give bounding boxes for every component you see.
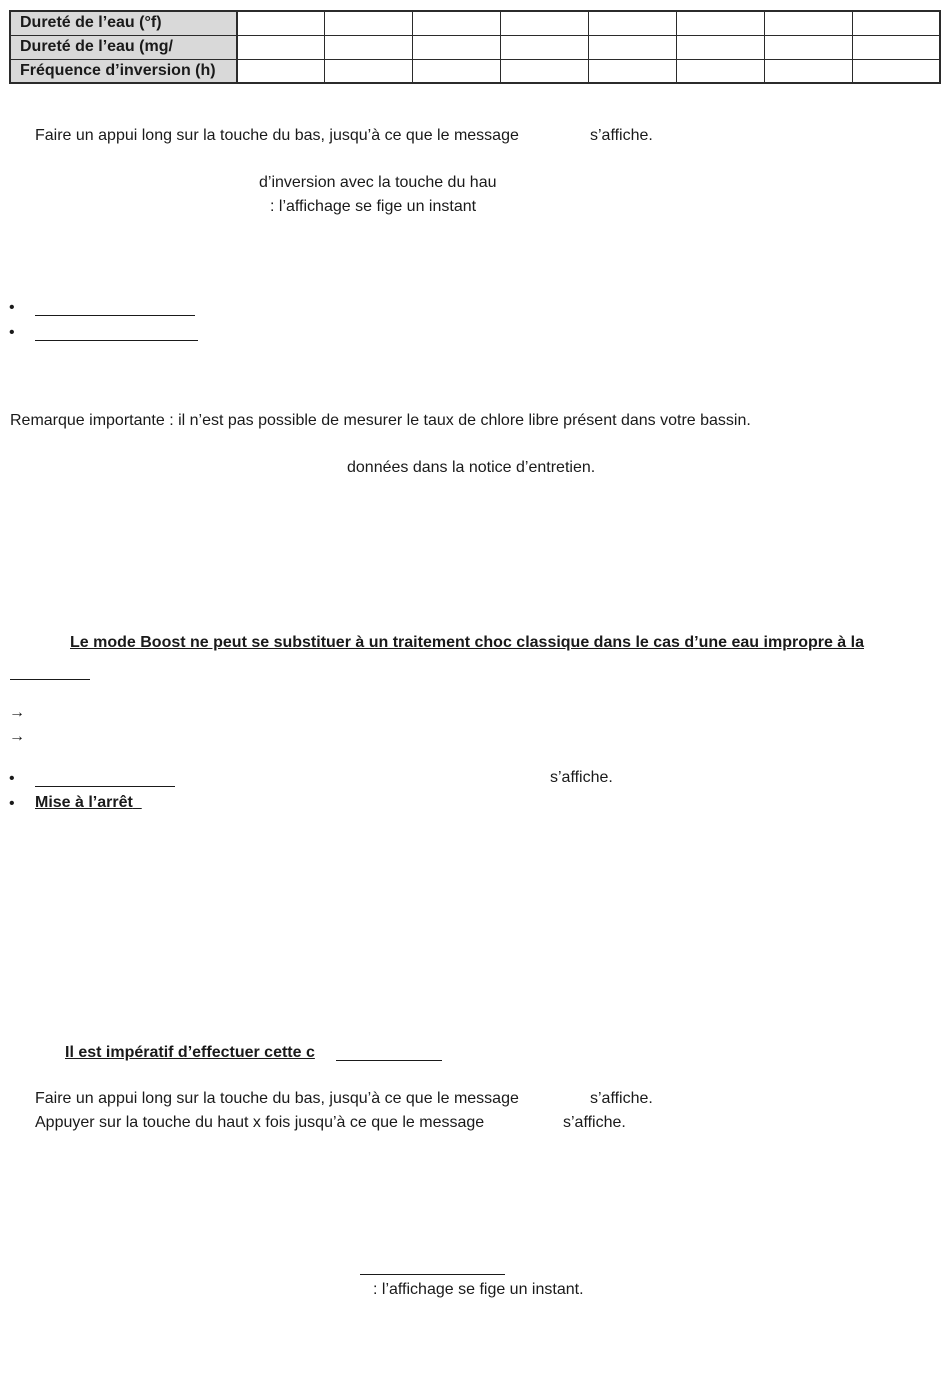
table-cell: [237, 59, 325, 83]
table-cell: [413, 35, 501, 59]
instruction-display-freeze: : l’affichage se fige un instant: [270, 198, 477, 215]
table-cell: [237, 11, 325, 35]
important-remark: Remarque importante : il n’est pas possible de mesurer le taux de chlore libre présent dans votre bassin.: [10, 412, 751, 429]
instruction-suffix: s’affiche.: [563, 1114, 626, 1131]
display-suffix: s’affiche.: [550, 769, 613, 786]
blank-underline: [35, 315, 195, 316]
table-cell: [676, 11, 764, 35]
table-cell: [764, 59, 852, 83]
blank-underline: [35, 340, 198, 341]
row-label-hardness-f: Dureté de l’eau (°f): [10, 11, 237, 35]
blank-underline: [336, 1060, 442, 1061]
instruction-display-freeze: : l’affichage se fige un instant.: [373, 1281, 584, 1298]
imperative-notice: Il est impératif d’effectuer cette c: [65, 1044, 315, 1061]
arrow-icon: →: [9, 704, 25, 721]
instruction-long-press: Faire un appui long sur la touche du bas, jusqu’à ce que le message: [35, 127, 519, 144]
instruction-suffix: s’affiche.: [590, 1090, 653, 1107]
table-row: [10, 11, 940, 35]
blank-underline: [360, 1274, 505, 1275]
remark-continuation: données dans la notice d’entretien.: [347, 459, 596, 476]
table-cell: [325, 59, 413, 83]
arrow-icon: →: [9, 728, 25, 745]
stop-heading: [35, 793, 142, 813]
bullet-point: •: [9, 299, 15, 316]
blank-underline: [10, 679, 90, 680]
table-row: [10, 35, 940, 59]
water-hardness-table: [9, 10, 941, 84]
table-cell: [413, 59, 501, 83]
boost-warning: Le mode Boost ne peut se substituer à un traitement choc classique dans le cas d’une eau impropre à la: [70, 634, 864, 651]
bullet-point: •: [9, 795, 15, 812]
table-cell: [325, 11, 413, 35]
table-cell: [852, 35, 940, 59]
table-cell: [589, 11, 677, 35]
table-cell: [764, 11, 852, 35]
table-cell: [501, 11, 589, 35]
instruction-press-up: Appuyer sur la touche du haut x fois jusqu’à ce que le message: [35, 1114, 485, 1131]
row-label-hardness-mg: Dureté de l’eau (mg/: [10, 35, 237, 59]
table-cell: [325, 35, 413, 59]
table-cell: [589, 59, 677, 83]
bullet-point: •: [9, 324, 15, 341]
blank-underline: [35, 786, 175, 787]
table-cell: [852, 59, 940, 83]
table-cell: [501, 35, 589, 59]
bullet-point: •: [9, 770, 15, 787]
table-cell: [589, 35, 677, 59]
table-cell: [676, 35, 764, 59]
table-cell: [237, 35, 325, 59]
instruction-inversion: d’inversion avec la touche du hau: [259, 174, 497, 191]
table-cell: [852, 11, 940, 35]
instruction-long-press: Faire un appui long sur la touche du bas, jusqu’à ce que le message: [35, 1090, 519, 1107]
stop-label: Mise à l’arrêt: [35, 794, 133, 811]
table-cell: [676, 59, 764, 83]
instruction-suffix: s’affiche.: [590, 127, 653, 144]
table-cell: [413, 11, 501, 35]
table-row: [10, 59, 940, 83]
row-label-inversion-frequency: Fréquence d’inversion (h): [10, 59, 237, 83]
table-cell: [764, 35, 852, 59]
table-cell: [501, 59, 589, 83]
